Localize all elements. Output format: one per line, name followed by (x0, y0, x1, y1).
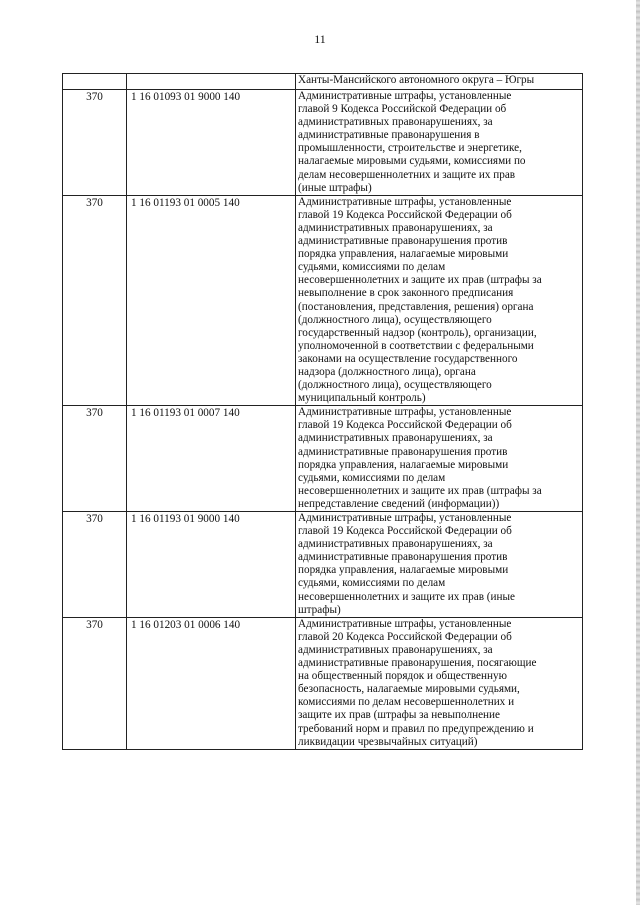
description-line: государственный надзор (контроль), организации, (298, 326, 537, 339)
description-line: порядка управления, налагаемые мировыми (298, 564, 509, 577)
description-line: защите их прав (штрафы за невыполнение (298, 709, 500, 722)
description-line: Административные штрафы, установленные (298, 406, 512, 419)
table-body (63, 74, 583, 750)
description-line: судьями, комиссиями по делам (298, 577, 446, 590)
budget-code-cell (127, 74, 296, 90)
table-row (63, 617, 583, 749)
description-line: главой 19 Кодекса Российской Федерации об (298, 208, 512, 221)
description-line: несовершеннолетних и защите их прав (штрафы за (298, 274, 542, 287)
description-line: комиссиями по делам несовершеннолетних и (298, 696, 515, 709)
description-cell (296, 617, 583, 749)
description-cell (296, 195, 583, 406)
description-line: административные правонарушения, посягающие (298, 657, 537, 670)
description-line: уполномоченной в соответствии с федеральными (298, 339, 534, 352)
description-line: (иные штрафы) (298, 181, 372, 194)
description-line: муниципальный контроль) (298, 392, 426, 405)
budget-code-cell: 1 16 01093 01 9000 140 (127, 90, 296, 196)
description-line: Административные штрафы, установленные (298, 195, 512, 208)
description-line: требований норм и правил по предупреждению и (298, 722, 534, 735)
description-line: судьями, комиссиями по делам (298, 471, 446, 484)
budget-code-cell: 1 16 01193 01 9000 140 (127, 512, 296, 618)
scan-edge-artifact (636, 0, 640, 905)
description-line: административных правонарушениях, за (298, 538, 493, 551)
table-row (63, 406, 583, 512)
description-cell (296, 406, 583, 512)
description-line: законами на осуществление государственного (298, 352, 518, 365)
description-line: (должностного лица), осуществляющего (298, 379, 492, 392)
description-line: несовершеннолетних и защите их прав (иные (298, 590, 515, 603)
description-line: на общественный порядок и общественную (298, 670, 507, 683)
admin-code-cell: 370 (63, 512, 127, 618)
description-line: надзора (должностного лица), органа (298, 365, 476, 378)
description-line: Административные штрафы, установленные (298, 512, 512, 524)
description-line: налагаемые мировыми судьями, комиссиями по (298, 155, 526, 168)
description-cell (296, 512, 583, 618)
description-line: ликвидации чрезвычайных ситуаций) (298, 735, 478, 748)
budget-code-cell: 1 16 01193 01 0005 140 (127, 195, 296, 406)
description-line: невыполнение в срок законного предписания (298, 287, 514, 300)
table-row (63, 195, 583, 406)
page-number: 11 (314, 32, 326, 46)
description-line: штрафы) (298, 603, 341, 616)
description-line: делам несовершеннолетних и защите их прав (298, 168, 516, 181)
admin-code-cell (63, 74, 127, 90)
description-line: порядка управления, налагаемые мировыми (298, 458, 509, 471)
description-line: (должностного лица), осуществляющего (298, 313, 492, 326)
description-line: (постановления, представления, решения) органа (298, 300, 534, 313)
description-line: Административные штрафы, установленные (298, 617, 512, 630)
description-line: порядка управления, налагаемые мировыми (298, 248, 509, 261)
description-line: главой 20 Кодекса Российской Федерации об (298, 630, 512, 643)
description-cell (296, 90, 583, 196)
description-line: промышленности, строительстве и энергетике, (298, 142, 522, 155)
description-line: административных правонарушениях, за (298, 116, 493, 129)
description-line: безопасность, налагаемые мировыми судьями, (298, 683, 520, 696)
description-line: административные правонарушения против (298, 551, 508, 564)
budget-code-cell: 1 16 01203 01 0006 140 (127, 617, 296, 749)
description-line: административные правонарушения против (298, 445, 508, 458)
admin-code-cell: 370 (63, 90, 127, 196)
description-line: административные правонарушения против (298, 235, 508, 248)
budget-code-cell: 1 16 01193 01 0007 140 (127, 406, 296, 512)
admin-code-cell: 370 (63, 617, 127, 749)
table-row (63, 90, 583, 196)
table-row (63, 512, 583, 618)
description-line: главой 9 Кодекса Российской Федерации об (298, 103, 507, 116)
budget-codes-table (62, 73, 583, 750)
description-line: главой 19 Кодекса Российской Федерации об (298, 525, 512, 538)
description-line: административных правонарушениях, за (298, 643, 493, 656)
description-line: административных правонарушениях, за (298, 432, 493, 445)
description-line: несовершеннолетних и защите их прав (штрафы за (298, 484, 542, 497)
description-line: административные правонарушения в (298, 129, 480, 142)
description-cell: Ханты-Мансийского автономного округа – Югры (296, 74, 583, 90)
continuation-row (63, 74, 583, 90)
description-line: главой 19 Кодекса Российской Федерации об (298, 419, 512, 432)
description-line: Административные штрафы, установленные (298, 90, 512, 102)
description-line: административных правонарушениях, за (298, 221, 493, 234)
description-line: непредставление сведений (информации)) (298, 497, 500, 510)
description-line: судьями, комиссиями по делам (298, 261, 446, 274)
admin-code-cell: 370 (63, 195, 127, 406)
admin-code-cell: 370 (63, 406, 127, 512)
